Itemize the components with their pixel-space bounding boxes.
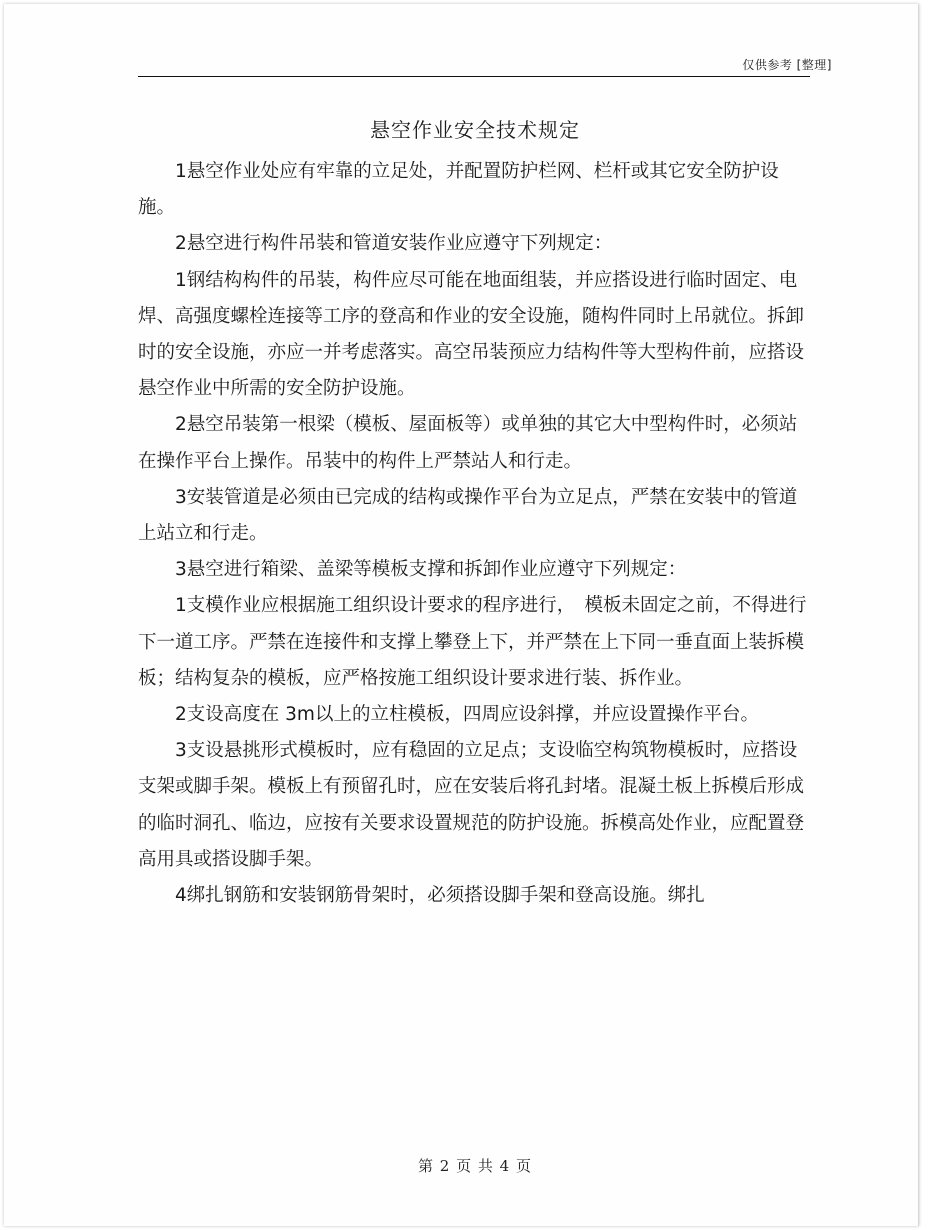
paragraph: 3安装管道是必须由已完成的结构或操作平台为立足点，严禁在安装中的管道上站立和行走。 bbox=[138, 486, 798, 545]
document-body bbox=[138, 154, 810, 914]
document-title: 悬空作业安全技术规定 bbox=[370, 118, 580, 142]
paragraph: 1钢结构构件的吊装，构件应尽可能在地面组装，并应搭设进行临时固定、电焊、高强度螺栓连接等工序的登高和作业的安全设施，随构件同时上吊就位。拆卸时的安全设施，亦应一并考虑落实。高空吊装预应力结构件等大型构件前，应搭设悬空作业中所需的安全防护设施。 bbox=[138, 269, 805, 400]
header-note: 仅供参考 [整理] bbox=[742, 58, 832, 72]
paragraph: 1悬空作业处应有牢靠的立足处，并配置防护栏网、栏杆或其它安全防护设施。 bbox=[138, 161, 779, 219]
paragraph: 2悬空吊装第一根梁（模板、屋面板等）或单独的其它大中型构件时，必须站在操作平台上操作。吊装中的构件上严禁站人和行走。 bbox=[138, 414, 798, 472]
paragraph: 2支设高度在 3m以上的立柱模板，四周应设斜撑，并应设置操作平台。 bbox=[175, 704, 759, 726]
header-divider bbox=[138, 76, 810, 77]
page-number-footer: 第 2 页 共 4 页 bbox=[418, 1157, 532, 1175]
paragraph: 4绑扎钢筋和安装钢筋骨架时，必须搭设脚手架和登高设施。绑扎 bbox=[175, 885, 705, 907]
paragraph: 1支模作业应根据施工组织设计要求的程序进行， 模板未固定之前，不得进行下一道工序。严禁在连接件和支撑上攀登上下，并严禁在上下同一垂直面上装拆模板；结构复杂的模板，应严格按施工组织设计要求进行装、拆作业。 bbox=[138, 595, 807, 689]
paragraph: 3支设悬挑形式模板时，应有稳固的立足点；支设临空构筑物模板时，应搭设支架或脚手架。模板上有预留孔时，应在安装后将孔封堵。混凝土板上拆模后形成的临时洞孔、临边，应按有关要求设置规范的防护设施。拆模高处作业，应配置登高用具或搭设脚手架。 bbox=[138, 740, 805, 870]
paragraph: 2悬空进行构件吊装和管道安装作业应遵守下列规定： bbox=[175, 233, 613, 255]
paragraph: 3悬空进行箱梁、盖梁等模板支撑和拆卸作业应遵守下列规定： bbox=[175, 559, 687, 581]
